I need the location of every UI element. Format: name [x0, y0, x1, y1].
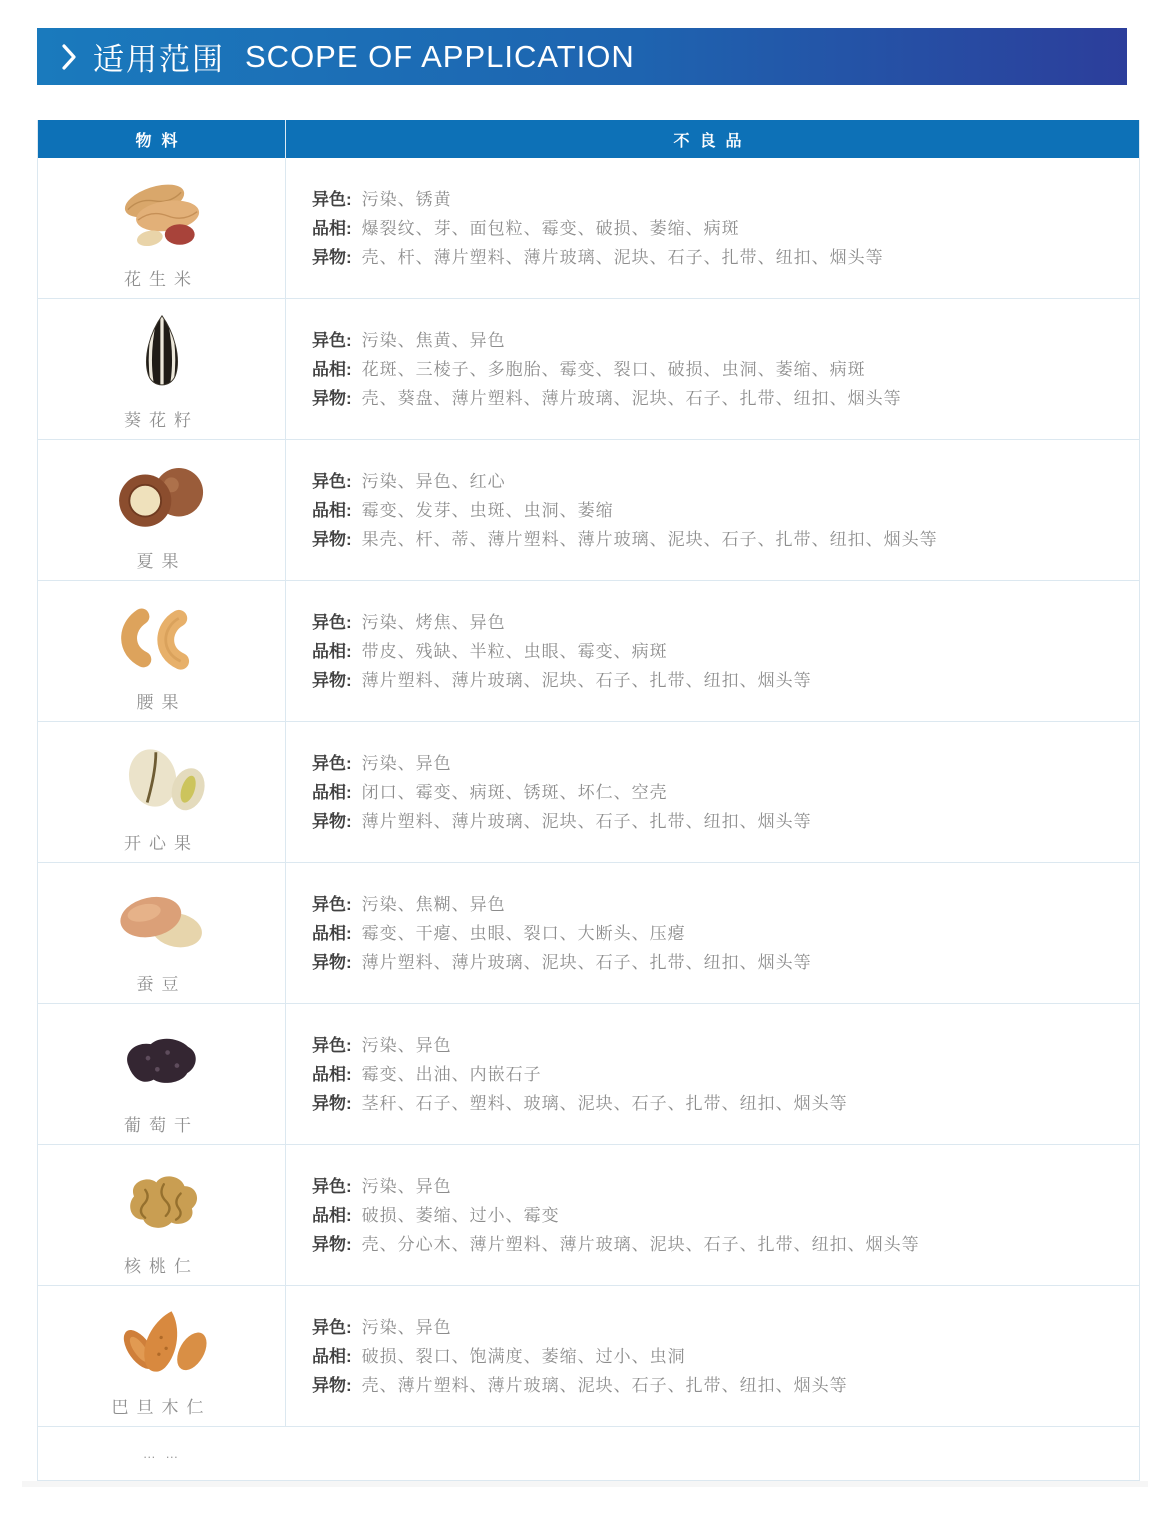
- defects-cell: [286, 158, 1139, 298]
- defect-label: 品相:: [312, 1205, 352, 1225]
- column-header-material: 物料: [38, 120, 286, 158]
- defect-line: [312, 666, 1139, 695]
- defect-value: 霉变、干瘪、虫眼、裂口、大断头、压瘪: [361, 923, 686, 943]
- defect-label: 异色:: [312, 471, 352, 491]
- broad-bean-image: [106, 871, 218, 966]
- defect-label: 品相:: [312, 1346, 352, 1366]
- defect-value: 壳、葵盘、薄片塑料、薄片玻璃、泥块、石子、扎带、纽扣、烟头等: [361, 388, 902, 408]
- defect-line: [312, 1031, 1139, 1060]
- page-title-zh: 适用范围: [93, 42, 225, 77]
- material-name: 葵花籽: [124, 411, 199, 430]
- material-name: 开心果: [124, 834, 199, 853]
- macadamia-image: [106, 448, 218, 543]
- defect-value: 污染、异色、红心: [361, 471, 506, 491]
- defect-value: 薄片塑料、薄片玻璃、泥块、石子、扎带、纽扣、烟头等: [361, 952, 812, 972]
- defect-label: 异物:: [312, 1093, 352, 1113]
- defect-line: [312, 890, 1139, 919]
- defect-line: [312, 1201, 1139, 1230]
- table-row: [38, 1286, 1139, 1427]
- table-row: [38, 581, 1139, 722]
- defect-line: [312, 1060, 1139, 1089]
- almond-kernel-image: [106, 1294, 218, 1389]
- defect-line: [312, 1230, 1139, 1259]
- defect-value: 壳、分心木、薄片塑料、薄片玻璃、泥块、石子、扎带、纽扣、烟头等: [361, 1234, 920, 1254]
- defect-line: [312, 948, 1139, 977]
- defects-cell: [286, 581, 1139, 721]
- defect-label: 异物:: [312, 670, 352, 690]
- defect-line: [312, 214, 1139, 243]
- defect-label: 异物:: [312, 529, 352, 549]
- defects-cell: [286, 863, 1139, 1003]
- table-row: [38, 863, 1139, 1004]
- defect-label: 品相:: [312, 359, 352, 379]
- defect-value: 壳、杆、薄片塑料、薄片玻璃、泥块、石子、扎带、纽扣、烟头等: [361, 247, 884, 267]
- table-row: [38, 158, 1139, 299]
- defect-label: 品相:: [312, 1064, 352, 1084]
- defect-value: 果壳、杆、蒂、薄片塑料、薄片玻璃、泥块、石子、扎带、纽扣、烟头等: [361, 529, 938, 549]
- defect-label: 异色:: [312, 1035, 352, 1055]
- defect-value: 霉变、发芽、虫斑、虫洞、萎缩: [361, 500, 614, 520]
- defects-cell: [286, 1145, 1139, 1285]
- defect-line: [312, 1172, 1139, 1201]
- table-row: [38, 440, 1139, 581]
- defect-line: [312, 608, 1139, 637]
- defect-line: [312, 384, 1139, 413]
- material-cell: [38, 299, 286, 439]
- material-name: 核桃仁: [124, 1257, 199, 1276]
- defects-cell: [286, 722, 1139, 862]
- defect-line: [312, 525, 1139, 554]
- defect-line: [312, 637, 1139, 666]
- defect-value: 污染、异色: [361, 1035, 452, 1055]
- defect-label: 异物:: [312, 247, 352, 267]
- defect-line: [312, 243, 1139, 272]
- defect-line: [312, 1371, 1139, 1400]
- material-cell: [38, 863, 286, 1003]
- defect-line: [312, 1342, 1139, 1371]
- defect-value: 花斑、三棱子、多胞胎、霉变、裂口、破损、虫洞、萎缩、病斑: [361, 359, 866, 379]
- defect-value: 茎秆、石子、塑料、玻璃、泥块、石子、扎带、纽扣、烟头等: [361, 1093, 848, 1113]
- defect-line: [312, 749, 1139, 778]
- defect-value: 爆裂纹、芽、面包粒、霉变、破损、萎缩、病斑: [361, 218, 740, 238]
- page-footer-strip: [22, 1481, 1148, 1487]
- defect-value: 薄片塑料、薄片玻璃、泥块、石子、扎带、纽扣、烟头等: [361, 670, 812, 690]
- scope-table: [37, 120, 1140, 1481]
- material-cell: [38, 1145, 286, 1285]
- defect-label: 异色:: [312, 330, 352, 350]
- defect-line: [312, 467, 1139, 496]
- peanut-image: [106, 166, 218, 261]
- defect-value: 破损、萎缩、过小、霉变: [361, 1205, 560, 1225]
- defect-line: [312, 1313, 1139, 1342]
- table-row: [38, 1004, 1139, 1145]
- sunflower-seed-image: [106, 307, 218, 402]
- column-header-defects: 不良品: [673, 132, 752, 150]
- table-row: [38, 1145, 1139, 1286]
- defect-value: 薄片塑料、薄片玻璃、泥块、石子、扎带、纽扣、烟头等: [361, 811, 812, 831]
- defect-line: [312, 1089, 1139, 1118]
- defect-label: 异物:: [312, 811, 352, 831]
- defect-line: [312, 807, 1139, 836]
- defects-cell: [286, 1286, 1139, 1426]
- cashew-image: [106, 589, 218, 684]
- pistachio-image: [106, 730, 218, 825]
- defect-line: [312, 326, 1139, 355]
- defect-value: 破损、裂口、饱满度、萎缩、过小、虫洞: [361, 1346, 686, 1366]
- defect-label: 异色:: [312, 189, 352, 209]
- walnut-kernel-image: [106, 1153, 218, 1248]
- material-name: 蚕豆: [136, 975, 187, 994]
- table-row: [38, 299, 1139, 440]
- defect-label: 异物:: [312, 952, 352, 972]
- defect-value: 污染、焦糊、异色: [361, 894, 506, 914]
- table-row: [38, 722, 1139, 863]
- defect-label: 品相:: [312, 500, 352, 520]
- material-cell: [38, 722, 286, 862]
- defect-label: 异色:: [312, 1176, 352, 1196]
- defect-label: 品相:: [312, 218, 352, 238]
- defects-cell: [286, 299, 1139, 439]
- material-name: 夏果: [136, 552, 187, 571]
- defect-line: [312, 355, 1139, 384]
- defect-value: 污染、异色: [361, 753, 452, 773]
- section-title-bar: [37, 28, 1127, 85]
- material-name: 葡萄干: [124, 1116, 199, 1135]
- defect-line: [312, 919, 1139, 948]
- material-cell: [38, 158, 286, 298]
- material-cell: [38, 1004, 286, 1144]
- defect-label: 异物:: [312, 388, 352, 408]
- defect-label: 品相:: [312, 923, 352, 943]
- defect-line: [312, 778, 1139, 807]
- defect-line: [312, 496, 1139, 525]
- material-name: 花生米: [124, 270, 199, 289]
- page-title-en: SCOPE OF APPLICATION: [245, 38, 635, 74]
- more-materials-row: [38, 1427, 1139, 1480]
- raisin-image: [106, 1012, 218, 1107]
- defect-label: 异色:: [312, 612, 352, 632]
- defect-value: 污染、异色: [361, 1176, 452, 1196]
- defect-label: 异色:: [312, 894, 352, 914]
- defect-label: 异色:: [312, 1317, 352, 1337]
- defect-value: 霉变、出油、内嵌石子: [361, 1064, 542, 1084]
- material-cell: [38, 1286, 286, 1426]
- defect-value: 污染、异色: [361, 1317, 452, 1337]
- defect-value: 污染、烤焦、异色: [361, 612, 506, 632]
- defect-label: 异物:: [312, 1234, 352, 1254]
- defect-label: 品相:: [312, 782, 352, 802]
- defect-label: 异色:: [312, 753, 352, 773]
- ellipsis-text: … …: [142, 1446, 182, 1461]
- defect-value: 污染、焦黄、异色: [361, 330, 506, 350]
- defect-label: 异物:: [312, 1375, 352, 1395]
- defect-value: 闭口、霉变、病斑、锈斑、坏仁、空壳: [361, 782, 668, 802]
- defects-cell: [286, 440, 1139, 580]
- table-header-row: [38, 120, 1139, 158]
- defect-line: [312, 185, 1139, 214]
- material-cell: [38, 581, 286, 721]
- material-cell: [38, 440, 286, 580]
- defect-value: 带皮、残缺、半粒、虫眼、霉变、病斑: [361, 641, 668, 661]
- chevron-right-icon: [61, 41, 78, 73]
- defect-value: 壳、薄片塑料、薄片玻璃、泥块、石子、扎带、纽扣、烟头等: [361, 1375, 848, 1395]
- defect-label: 品相:: [312, 641, 352, 661]
- defect-value: 污染、锈黄: [361, 189, 452, 209]
- defects-cell: [286, 1004, 1139, 1144]
- material-name: 巴旦木仁: [111, 1398, 212, 1417]
- material-name: 腰果: [136, 693, 187, 712]
